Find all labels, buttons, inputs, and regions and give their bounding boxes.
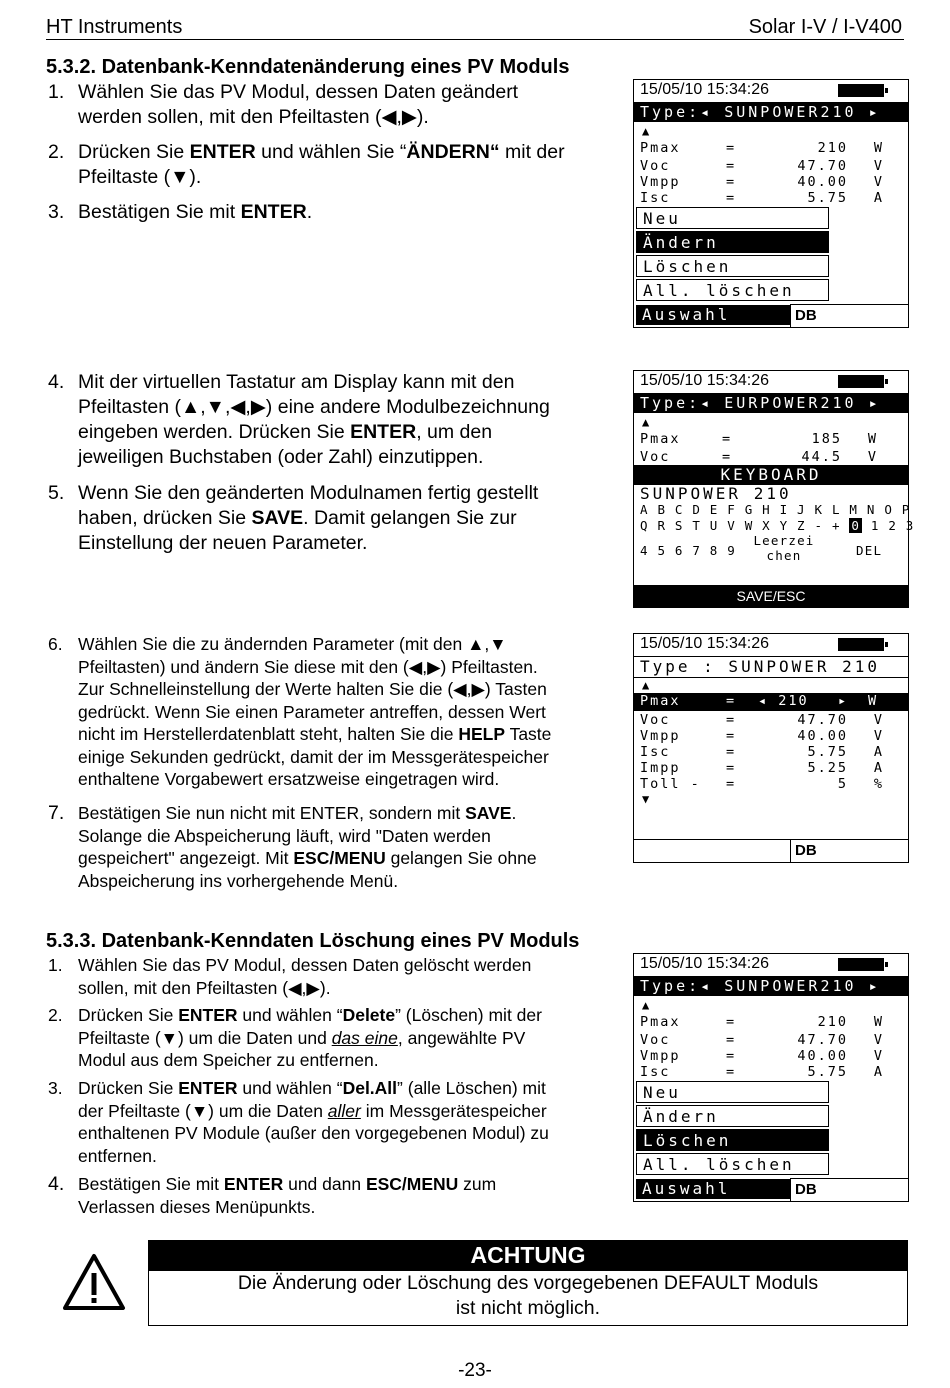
step-number: 2. [48,1005,63,1025]
step-text: Drücken Sie ENTER und wählen “Del.All” (alle Löschen) mit [78,1078,546,1098]
step-text: Mit der virtuellen Tastatur am Display kann mit den [78,371,515,393]
lcd-row: Pmax = 185 W [640,431,878,447]
lcd-row-selected[interactable]: Pmax = ◂ 210 ▸ W [634,693,908,711]
lcd-row: Pmax = 210 W [640,1014,884,1030]
up-arrow-icon: ▲ [642,998,650,1012]
step-text: enthaltene Vorgabewert ersatzweise eingetragen wird. [78,769,500,789]
up-arrow-icon: ▲ [642,678,650,692]
lcd-datetime: 15/05/10 15:34:26 [640,635,770,652]
step-text: Bestätigen Sie nun nicht mit ENTER, sondern mit SAVE. [78,803,517,823]
lcd-footer-empty [634,839,790,862]
lcd-row: Isc = 5.75 A [640,1064,884,1080]
step-text: Einstellung der neuen Parameter. [78,532,368,554]
lcd-display-keyboard [633,370,915,608]
step-text: werden sollen, mit den Pfeiltasten (◀,▶). [78,106,429,128]
step-number: 4. [48,1173,65,1195]
section-title-533: 5.3.3. Datenbank-Kenndaten Löschung eines PV Moduls [46,930,580,952]
step-text: haben, drücken Sie SAVE. Damit gelangen Sie zur [78,507,517,529]
step-text: jeweiligen Buchstaben (oder Zahl) einzutippen. [78,446,484,468]
up-arrow-icon: ▲ [642,415,650,429]
lcd-type-row: Type : SUNPOWER 210 [634,656,908,678]
step-text: gespeichert" angezeigt. Mit ESC/MENU gelangen Sie ohne [78,848,537,868]
down-arrow-icon: ▼ [642,792,650,806]
lcd-footer-auswahl: Auswahl [636,305,790,325]
step-text: Drücken Sie ENTER und wählen “Delete” (Löschen) mit der [78,1005,542,1025]
menu-item-all-loeschen[interactable]: All. löschen [636,1153,829,1175]
lcd-row: Vmpp = 40.00 V [640,728,884,744]
menu-item-neu[interactable]: Neu [636,1081,829,1103]
up-arrow-icon: ▲ [642,124,650,138]
lcd-footer-db: DB [790,304,908,327]
step-text: Wählen Sie das PV Modul, dessen Daten gelöscht werden [78,955,532,975]
lcd-row: Voc = 47.70 V [640,1032,884,1048]
keyboard-space-key[interactable]: Leerzei chen [753,533,815,563]
keyboard-row-3[interactable]: 4 5 6 7 8 9 [640,543,736,558]
step-text: Verlassen dieses Menüpunkts. [78,1196,316,1217]
section-title-532: 5.3.2. Datenbank-Kenndatenänderung eines PV Moduls [46,56,570,78]
step-number: 7. [48,802,65,824]
warning-line: Die Änderung oder Löschung des vorgegebenen DEFAULT Moduls [237,1272,819,1294]
warning-line: ist nicht möglich. [455,1297,601,1319]
step-number: 5. [48,482,65,504]
lcd-row: Voc = 47.70 V [640,158,884,174]
warning-title: ACHTUNG [148,1240,908,1270]
battery-icon [838,84,884,97]
warning-triangle-icon [62,1253,126,1311]
keyboard-title: KEYBOARD [634,465,908,485]
lcd-row: Pmax = 210 W [640,140,884,156]
keyboard-name-field[interactable]: SUNPOWER 210 [640,484,792,503]
lcd-type-bar: Type:◂ SUNPOWER210 ▸ [634,102,908,122]
step-text: enthaltenen PV Module (außer den vorgegebenen Modul) zu [78,1123,549,1143]
lcd-row: Impp = 5.25 A [640,760,884,776]
step-text: Pfeiltaste (▼) um die Daten und das eine, angewählte PV [78,1027,526,1048]
battery-icon [838,375,884,388]
step-text: Modul aus dem Speicher zu entfernen. [78,1050,379,1070]
lcd-datetime: 15/05/10 15:34:26 [640,372,770,389]
step-text: Pfeiltaste (▼). [78,166,202,188]
step-number: 2. [48,141,65,163]
step-text: Wenn Sie den geänderten Modulnamen fertig gestellt [78,482,539,504]
menu-item-all-loeschen[interactable]: All. löschen [636,279,829,301]
lcd-row: Voc = 47.70 V [640,712,884,728]
step-text: sollen, mit den Pfeiltasten (◀,▶). [78,977,331,998]
lcd-footer-auswahl: Auswahl [636,1179,790,1199]
lcd-display-delete-menu [633,953,909,1202]
step-number: 3. [48,201,65,223]
warning-body [148,1270,908,1326]
step-number: 4. [48,371,65,393]
lcd-row: Isc = 5.75 A [640,744,884,760]
step-text: gedrückt. Wenn Sie einen Parameter antreffen, dessen Wert [78,701,546,722]
keyboard-del-key[interactable]: DEL [856,543,883,558]
lcd-datetime: 15/05/10 15:34:26 [640,81,770,98]
battery-icon [838,638,884,651]
step-text: Zur Schnelleinstellung der Werte halten Sie die (◀,▶) Tasten [78,679,547,699]
step-text: eingeben werden. Drücken Sie ENTER, um den [78,421,493,443]
step-text: Pfeiltasten) und ändern Sie diese mit den (◀,▶) Pfeiltasten. [78,656,538,677]
lcd-row: Isc = 5.75 A [640,190,884,206]
lcd-row: Voc = 44.5 V [640,449,878,465]
lcd-footer-db: DB [790,1178,908,1201]
menu-item-loeschen[interactable]: Löschen [636,255,829,277]
step-number: 1. [48,955,63,975]
step-text: Pfeiltasten (▲,▼,◀,▶) eine andere Modulbezeichnung [78,396,550,418]
menu-item-loeschen[interactable]: Löschen [636,1129,829,1151]
step-text: nicht im Herstellerdatenblatt steht, halten Sie die HELP Taste [78,724,552,744]
lcd-display-parameters [633,633,909,863]
step-text: Drücken Sie ENTER und wählen Sie “ÄNDERN“ mit der [78,141,565,163]
keyboard-selected-key[interactable]: 0 [851,518,861,533]
keyboard-row-1[interactable]: A B C D E F G H I J K L M N O P [640,502,911,517]
header-left: HT Instruments [46,16,183,38]
lcd-type-bar: Type:◂ EURPOWER210 ▸ [634,393,908,413]
lcd-footer-db: DB [790,839,908,862]
lcd-display-edit-menu [633,79,909,328]
step-text: Abspeicherung ins vorhergehende Menü. [78,870,399,891]
lcd-row: Vmpp = 40.00 V [640,174,884,190]
keyboard-row-2[interactable]: Q R S T U V W X Y Z - + 0 1 2 3 [640,518,915,533]
battery-icon [838,958,884,971]
menu-item-aendern[interactable]: Ändern [636,231,829,253]
step-text: entfernen. [78,1145,157,1166]
step-number: 6. [48,634,63,654]
step-text: Wählen Sie das PV Modul, dessen Daten geändert [78,81,519,103]
menu-item-aendern[interactable]: Ändern [636,1105,829,1127]
step-text: einige Sekunden gedrückt, damit der im Messgerätespeicher [78,746,549,767]
lcd-footer-save-esc: SAVE/ESC [634,585,908,607]
header-rule [46,39,904,40]
lcd-datetime: 15/05/10 15:34:26 [640,955,770,972]
page-number: -23- [458,1360,492,1381]
step-text: der Pfeiltaste (▼) um die Daten aller im Messgerätespeicher [78,1100,547,1121]
lcd-row: Toll - = 5 % [640,776,884,792]
step-text: Solange die Abspeicherung läuft, wird "Daten werden [78,825,491,846]
menu-item-neu[interactable]: Neu [636,207,829,229]
lcd-row: Vmpp = 40.00 V [640,1048,884,1064]
step-text: Bestätigen Sie mit ENTER. [78,201,313,223]
step-number: 1. [48,81,65,103]
step-number: 3. [48,1078,63,1098]
step-text: Bestätigen Sie mit ENTER und dann ESC/MENU zum [78,1174,497,1194]
step-text: Wählen Sie die zu ändernden Parameter (mit den ▲,▼ [78,634,507,654]
lcd-type-bar: Type:◂ SUNPOWER210 ▸ [634,976,908,996]
header-right: Solar I-V / I-V400 [748,16,902,38]
